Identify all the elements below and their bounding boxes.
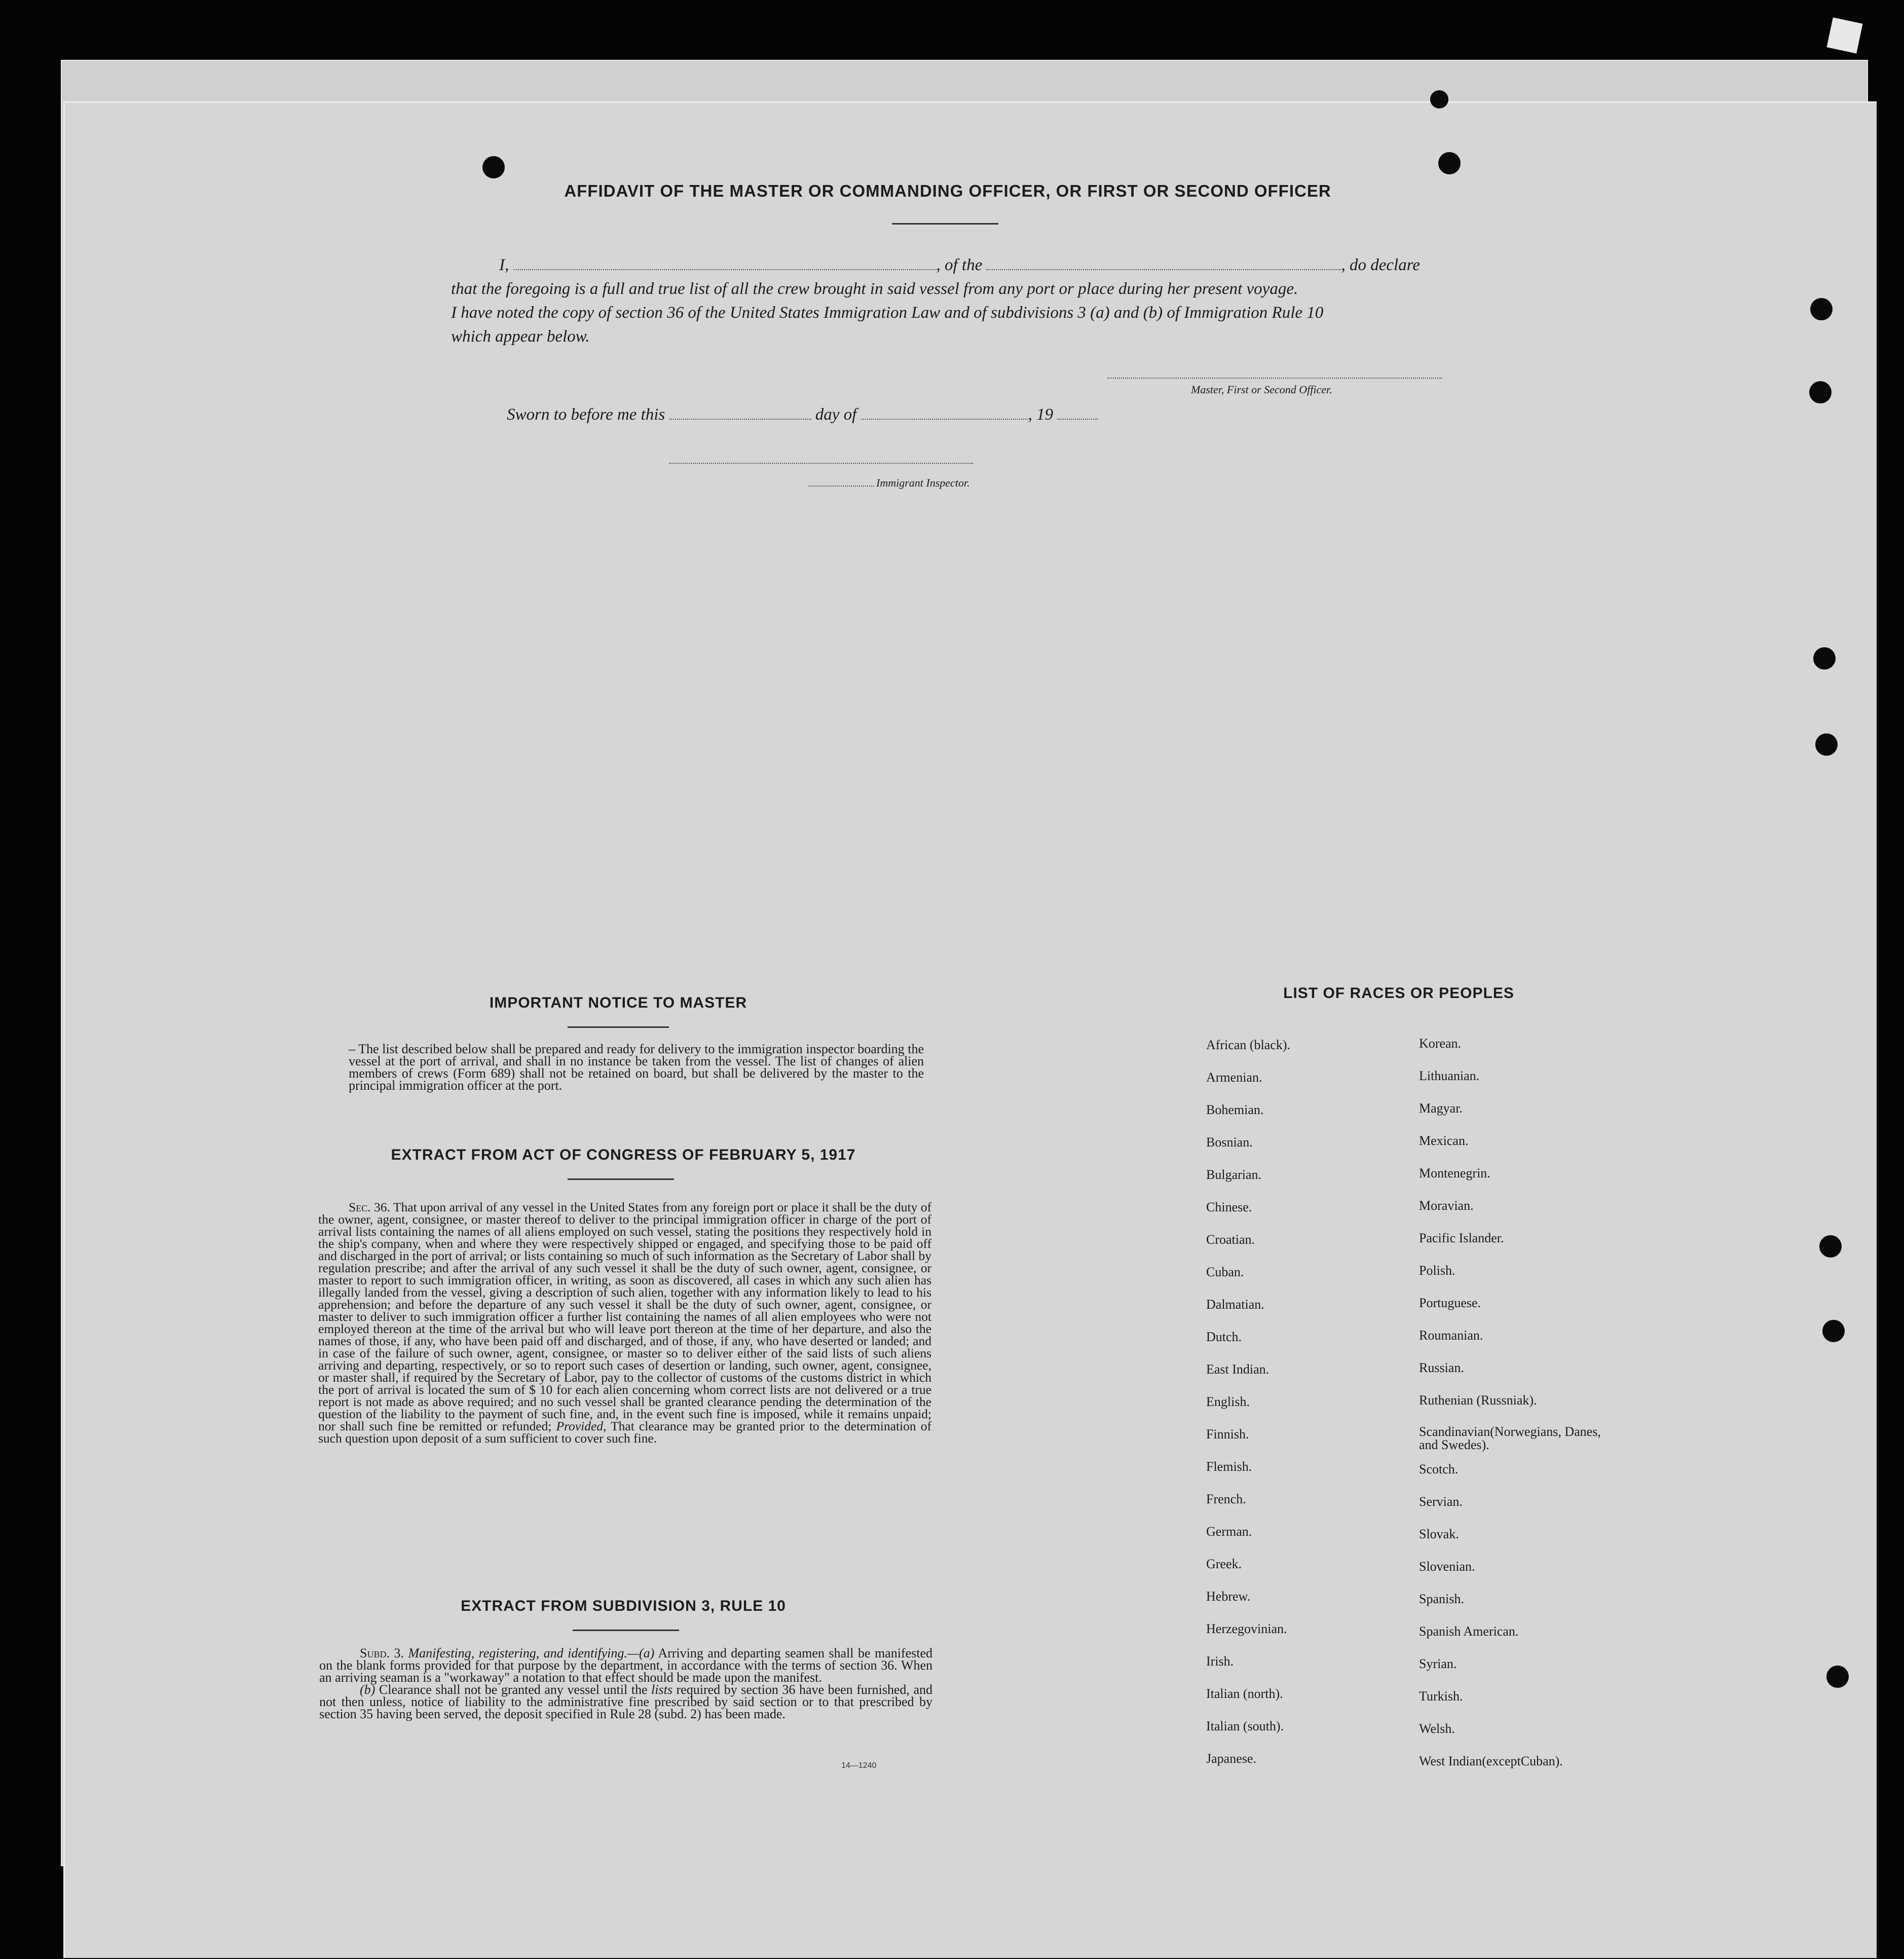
- race-item: Armenian.: [1206, 1070, 1262, 1085]
- race-item: Bulgarian.: [1206, 1167, 1262, 1182]
- punch-hole: [1819, 1235, 1842, 1258]
- affidavit-declare: , do declare: [1341, 256, 1420, 274]
- inspector-caption: Immigrant Inspector.: [808, 476, 970, 490]
- affidavit-line-2: that the foregoing is a full and true list of all the crew brought in said vessel from any port or place during her present voyage.: [451, 280, 1298, 298]
- sec-label: Sec. 36.: [349, 1200, 390, 1214]
- sworn-line: [507, 405, 1098, 424]
- affidavit-of-the: , of the: [936, 256, 983, 274]
- race-item: Polish.: [1419, 1263, 1455, 1278]
- folded-corner: [1826, 17, 1862, 53]
- notice-text: – The list described below shall be prepared and ready for delivery to the immigration inspector boarding the vessel at the port of arrival, and shall in no instance be taken from the vessel. The list of changes of alien members of crews (Form 689) shall not be retained on board, but shall be delivered by the master to the principal immigration officer at the port.: [349, 1042, 924, 1093]
- sworn-year-prefix: , 19: [1028, 405, 1054, 424]
- race-item: Scandinavian(Norwegians, Danes, and Swedes).: [1419, 1424, 1601, 1452]
- race-item: French.: [1206, 1492, 1246, 1506]
- race-item: Bohemian.: [1206, 1102, 1264, 1117]
- sworn-start: Sworn to before me this: [507, 405, 665, 424]
- race-item: Chinese.: [1206, 1200, 1252, 1214]
- sworn-day-field[interactable]: [669, 419, 811, 420]
- race-item: Italian (north).: [1206, 1686, 1283, 1701]
- race-item: Pacific Islander.: [1419, 1231, 1504, 1245]
- race-item: Slovak.: [1419, 1527, 1459, 1541]
- race-item: Slovenian.: [1419, 1559, 1475, 1574]
- race-item: Irish.: [1206, 1654, 1234, 1669]
- race-item: Japanese.: [1206, 1751, 1256, 1766]
- race-item: Moravian.: [1419, 1198, 1474, 1213]
- race-item: Finnish.: [1206, 1427, 1249, 1441]
- race-item: Welsh.: [1419, 1721, 1455, 1736]
- race-item: Ruthenian (Russniak).: [1419, 1393, 1537, 1408]
- notice-rule: [568, 1026, 669, 1028]
- race-item: Lithuanian.: [1419, 1068, 1480, 1083]
- race-item: Herzegovinian.: [1206, 1621, 1287, 1636]
- race-item: Croatian.: [1206, 1232, 1255, 1247]
- act-title: EXTRACT FROM ACT OF CONGRESS OF FEBRUARY 5, 1917: [391, 1147, 856, 1163]
- punch-hole: [1815, 733, 1838, 756]
- race-item: Montenegrin.: [1419, 1166, 1490, 1180]
- notice-title: IMPORTANT NOTICE TO MASTER: [489, 994, 748, 1011]
- act-rule: [568, 1178, 674, 1180]
- race-item: Hebrew.: [1206, 1589, 1251, 1604]
- rule10-text: Subd. 3. Manifesting, registering, and identifying.—(a) Arriving and departing seamen shall be manifested on the blank forms provided for that purpose by the department, in accordance with the terms of section 36. When an arriving seaman is a "workaway" a notation to that effect should be made upon the manifest. (b) Clearance shall not be granted any vessel until the lists required by section 36 have been furnished, and not then unless, notice of liability to the administrative fine prescribed by said section or to that prescribed by section 35 having been served, the deposit specified in Rule 28 (subd. 2) has been made.: [319, 1646, 933, 1721]
- sworn-month-field[interactable]: [861, 419, 1028, 420]
- race-item: Bosnian.: [1206, 1135, 1253, 1150]
- inspector-line[interactable]: [669, 463, 973, 464]
- race-item: Syrian.: [1419, 1656, 1457, 1671]
- punch-hole: [1826, 1666, 1849, 1688]
- punch-hole: [1822, 1320, 1845, 1342]
- race-item: Dalmatian.: [1206, 1297, 1264, 1312]
- punch-hole: [1430, 90, 1448, 108]
- affidavit-i: I,: [499, 256, 509, 274]
- race-item: Cuban.: [1206, 1265, 1244, 1279]
- race-item: West Indian(exceptCuban).: [1419, 1754, 1563, 1768]
- affidavit-line-3: I have noted the copy of section 36 of the United States Immigration Law and of subdivisions 3 (a) and (b) of Immigration Rule 10: [451, 304, 1324, 322]
- form-code: 14—1240: [841, 1761, 877, 1770]
- race-item: English.: [1206, 1394, 1250, 1409]
- races-title: LIST OF RACES OR PEOPLES: [1283, 985, 1514, 1002]
- race-item: Servian.: [1419, 1494, 1463, 1509]
- punch-hole: [1813, 647, 1836, 670]
- punch-hole: [1438, 152, 1461, 174]
- rule10-rule: [573, 1630, 679, 1631]
- signature-caption: Master, First or Second Officer.: [1191, 383, 1332, 396]
- name-field[interactable]: [513, 269, 937, 270]
- act-text: Sec. 36. That upon arrival of any vessel in the United States from any foreign port or place it shall be the duty of the owner, agent, consignee, or master thereof to deliver to the principal immigration officer in charge of the port of arrival lists containing the names of all aliens employed on such vessel, stating the positions they respectively hold in the ship's company, when and where they were respectively shipped or engaged, and specifying those to be paid off and discharged in the port of arrival; or lists containing so much of such information as the Secretary of Labor shall by regulation prescribe; and after the arrival of any such vessel it shall be the duty of such owner, agent, consignee, or master to report to such immigration officer, in writing, as soon as discovered, all cases in which any such alien has illegally landed from the vessel, giving a description of such alien, together with any information likely to lead to his apprehension; and before the departure of any such vessel it shall be the duty of such owner, agent, consignee, or master to deliver to such immigration officer a further list containing the names of all alien employees who were not employed thereon at the time of the arrival but who will leave port thereon at the time of her departure, and also the names of those, if any, who have been paid off and discharged, and of those, if any, who have deserted or landed; and in case of the failure of such owner, agent, consignee, or master so to deliver either of the said lists of such aliens arriving and departing, respectively, or so to report such cases of desertion or landing, such owner, agent, consignee, or master shall, if required by the Secretary of Labor, pay to the collector of customs of the customs district in which the port of arrival is located the sum of $ 10 for each alien concerning whom correct lists are not delivered or a true report is not made as above required; and no such vessel shall be granted clearance pending the determination of the question of the liability to the payment of such fine, and, in the event such fine is imposed, while it remains unpaid; nor shall such fine be remitted or refunded; Provided, That clearance may be granted prior to the determination of such question upon deposit of a sum sufficient to cover such fine.: [318, 1200, 931, 1446]
- race-item: Turkish.: [1419, 1689, 1463, 1704]
- race-item: Flemish.: [1206, 1459, 1252, 1474]
- race-item: East Indian.: [1206, 1362, 1270, 1377]
- race-item: African (black).: [1206, 1038, 1291, 1052]
- race-item: Spanish.: [1419, 1592, 1464, 1606]
- race-item: Mexican.: [1419, 1133, 1469, 1148]
- race-item: Magyar.: [1419, 1101, 1463, 1116]
- punch-hole: [1810, 298, 1833, 320]
- affidavit-line-4: which appear below.: [451, 327, 590, 346]
- affidavit-title: AFFIDAVIT OF THE MASTER OR COMMANDING OFFICER, OR FIRST OR SECOND OFFICER: [564, 181, 1331, 200]
- punch-hole: [482, 156, 505, 178]
- sworn-year-field[interactable]: [1057, 419, 1098, 420]
- title-rule: [892, 223, 998, 225]
- punch-hole: [1809, 381, 1832, 403]
- race-item: Italian (south).: [1206, 1719, 1284, 1733]
- race-item: Roumanian.: [1419, 1328, 1483, 1343]
- affidavit-text: [451, 253, 1444, 349]
- rule10-title: EXTRACT FROM SUBDIVISION 3, RULE 10: [461, 1598, 786, 1614]
- race-item: Greek.: [1206, 1557, 1242, 1571]
- sworn-day-of: day of: [815, 405, 857, 424]
- vessel-field[interactable]: [986, 269, 1341, 270]
- race-item: Scotch.: [1419, 1462, 1459, 1476]
- race-item: Dutch.: [1206, 1329, 1242, 1344]
- race-item: Portuguese.: [1419, 1296, 1481, 1310]
- signature-line[interactable]: [1107, 378, 1442, 379]
- race-item: German.: [1206, 1524, 1252, 1539]
- race-item: Russian.: [1419, 1360, 1464, 1375]
- race-item: Spanish American.: [1419, 1624, 1519, 1639]
- race-item: Korean.: [1419, 1036, 1462, 1051]
